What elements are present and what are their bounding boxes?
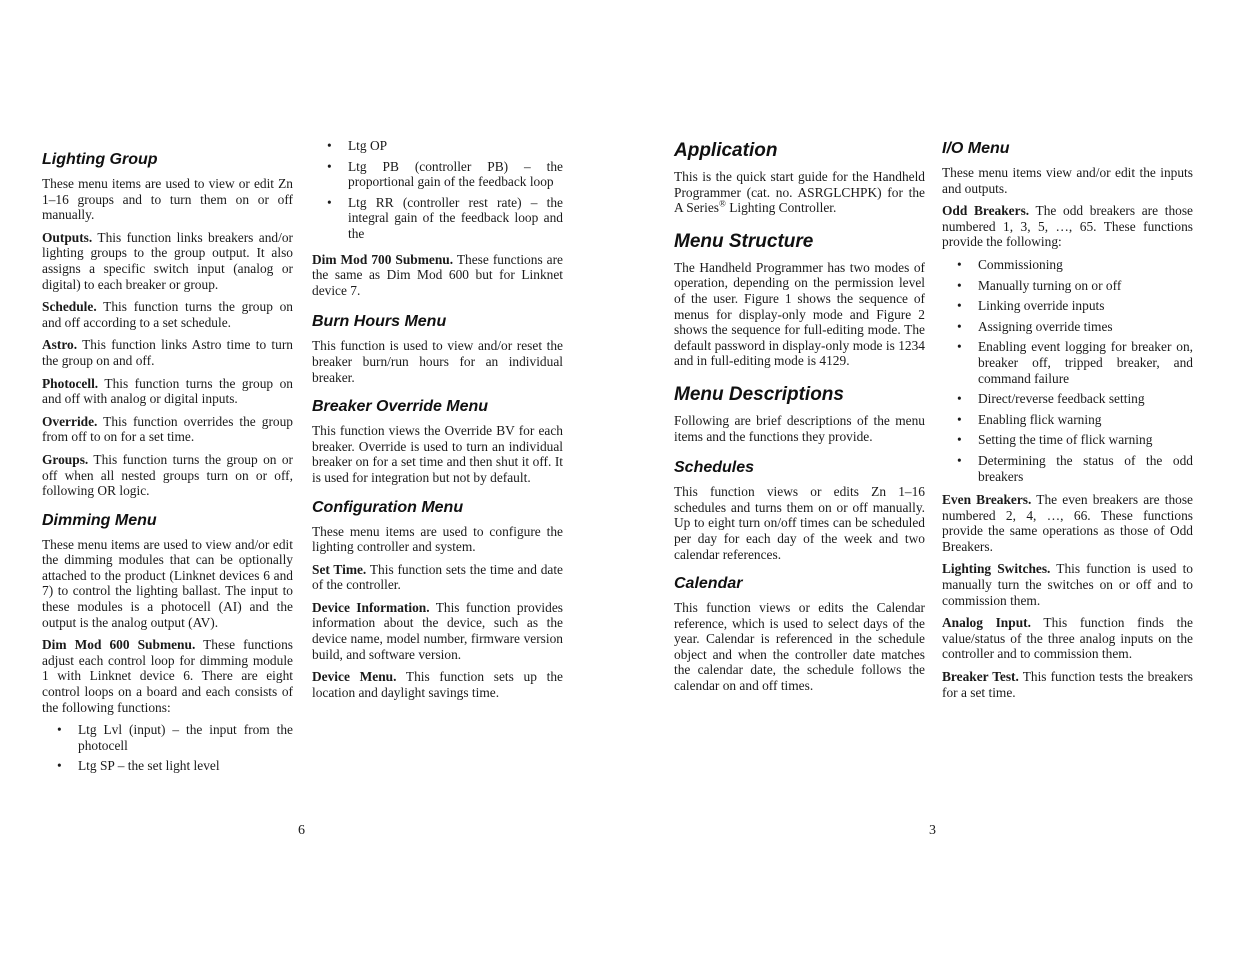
breaker-override-heading: Breaker Override Menu	[312, 398, 489, 416]
io-menu-section	[942, 139, 1193, 700]
burn-hours-section	[312, 312, 563, 385]
dim-mod-700-paragraph: Dim Mod 700 Submenu. These functions are the same as Dim Mod 600 but for Linknet device 7.	[312, 251, 563, 298]
list-item: • Enabling event logging for breaker on, breaker off, tripped breaker, and command failure	[942, 339, 1193, 386]
left-page-number: 6	[298, 823, 305, 838]
list-item: • Direct/reverse feedback setting	[942, 391, 1193, 407]
list-item: • Setting the time of flick warning	[942, 432, 1193, 448]
menu-structure-section	[674, 230, 925, 369]
lighting-group-intro: These menu items are used to view or edit Zn 1–16 groups and to turn them on or off manually.	[42, 176, 293, 223]
analog-input-paragraph: Analog Input. This function finds the value/status of the three analog inputs on the controller and to commission them.	[942, 615, 1193, 662]
menu-structure-text: The Handheld Programmer has two modes of operation, depending on the permission level of the user. Figure 1 shows the sequence of menus for display-only mode and Figure 2 shows the sequence for full-editing mode. The default password in display-only mode is 1234 and in full-editing mode is 4129.	[674, 259, 925, 369]
application-heading: Application	[674, 140, 778, 161]
list-item: • Assigning override times	[942, 319, 1193, 335]
schedules-text: This function views or edits Zn 1–16 schedules and turns them on or off manually. Up to eight turn on/off times can be scheduled per day for each day of the week and two calendar references.	[674, 484, 925, 562]
calendar-heading: Calendar	[674, 575, 743, 593]
list-item: • Linking override inputs	[942, 298, 1193, 314]
list-item: • Determining the status of the odd breakers	[942, 453, 1193, 484]
application-text: This is the quick start guide for the Handheld Programmer (cat. no. ASRGLCHPK) for the A Series® Lighting Controller.	[674, 169, 925, 216]
outputs-paragraph: Outputs. This function links breakers and/or lighting groups to the group output. It also assigns a specific switch input (analog or digital) to each breaker or group.	[42, 229, 293, 292]
burn-hours-text: This function is used to view and/or reset the breaker burn/run hours for an individual breaker.	[312, 338, 563, 385]
even-breakers-paragraph: Even Breakers. The even breakers are those numbered 2, 4, …, 66. These functions provide the same operations as those of Odd Breakers.	[942, 492, 1194, 554]
lighting-group-section	[42, 150, 293, 499]
list-item: • Enabling flick warning	[942, 412, 1193, 428]
left-page-column-2	[312, 138, 563, 712]
list-item: • Ltg PB (controller PB) – the proportional gain of the feedback loop	[312, 159, 563, 190]
set-time-paragraph: Set Time. This function sets the time and date of the controller.	[312, 561, 563, 593]
list-item: • Commissioning	[942, 257, 1193, 273]
dim-mod-600-list-part1	[42, 722, 293, 774]
dim-mod-600-paragraph: Dim Mod 600 Submenu. These functions adjust each control loop for dimming module 1 with Linknet device 6. There are eight control loops on a board and each consists of the following functions:	[42, 637, 293, 715]
dim-mod-600-list-part2	[312, 138, 563, 242]
astro-paragraph: Astro. This function links Astro time to turn the group on and off.	[42, 337, 293, 368]
schedules-section	[674, 458, 925, 562]
calendar-section	[674, 574, 925, 694]
list-item: • Ltg OP	[312, 138, 563, 154]
configuration-section	[312, 498, 563, 701]
override-paragraph: Override. This function overrides the group from off to on for a set time.	[42, 413, 293, 445]
menu-descriptions-section	[674, 383, 925, 444]
menu-structure-heading: Menu Structure	[674, 230, 814, 252]
calendar-text: This function views or edits the Calendar reference, which is used to select days of the year. Calendar is referenced in the schedule object and when the controller date matches the calendar date, the schedule follows the calendar on and off times.	[674, 600, 925, 694]
menu-descriptions-heading: Menu Descriptions	[674, 383, 844, 405]
list-item: • Ltg RR (controller rest rate) – the integral gain of the feedback loop and the	[312, 195, 563, 242]
device-information-paragraph: Device Information. This function provides information about the device, such as the device name, model number, firmware version build, and software version.	[312, 599, 563, 662]
dimming-menu-section	[42, 511, 293, 774]
list-item: • Ltg Lvl (input) – the input from the photocell	[42, 722, 293, 753]
odd-breakers-paragraph: Odd Breakers. The odd breakers are those numbered 1, 3, 5, …, 65. These functions provide the following:	[942, 203, 1193, 250]
left-page-column-1	[42, 150, 293, 786]
io-menu-intro: These menu items view and/or edit the inputs and outputs.	[942, 165, 1193, 196]
burn-hours-heading: Burn Hours Menu	[312, 313, 447, 331]
device-menu-paragraph: Device Menu. This function sets up the location and daylight savings time.	[312, 669, 563, 700]
list-item: • Manually turning on or off	[942, 278, 1193, 294]
photocell-paragraph: Photocell. This function turns the group on and off with analog or digital inputs.	[42, 375, 293, 407]
dimming-menu-intro: These menu items are used to view and/or edit the dimming modules that can be optionally attached to the product (Linknet devices 6 and 7) to control the lighting ballast. The input to these modules is a photocell (AI) and the output is the analog output (AV).	[42, 536, 293, 630]
configuration-intro: These menu items are used to configure the lighting controller and system.	[312, 523, 563, 555]
lighting-group-heading: Lighting Group	[42, 151, 158, 168]
right-page-column-2	[942, 139, 1193, 712]
configuration-heading: Configuration Menu	[312, 498, 464, 516]
breaker-override-text: This function views the Override BV for each breaker. Override is used to turn an individual breaker on for a set time and then shut it off. It is used for integration but not by default.	[312, 423, 563, 485]
lighting-switches-paragraph: Lighting Switches. This function is used to manually turn the switches on or off and to commission them.	[942, 561, 1194, 608]
breaker-test-paragraph: Breaker Test. This function tests the breakers for a set time.	[942, 669, 1193, 700]
breaker-override-section	[312, 397, 563, 485]
schedule-paragraph: Schedule. This function turns the group on and off according to a set schedule.	[42, 299, 293, 330]
dimming-menu-heading: Dimming Menu	[42, 511, 157, 529]
schedules-heading: Schedules	[674, 459, 755, 477]
application-section	[674, 139, 925, 216]
right-page-column-1	[674, 139, 925, 706]
odd-breakers-list	[942, 257, 1193, 484]
list-item: • Ltg SP – the set light level	[42, 758, 293, 774]
groups-paragraph: Groups. This function turns the group on or off when all nested groups turn on or off, following OR logic.	[42, 451, 293, 499]
right-page-number: 3	[929, 823, 936, 838]
menu-descriptions-text: Following are brief descriptions of the menu items and the functions they provide.	[674, 412, 925, 444]
io-menu-heading: I/O Menu	[942, 140, 1010, 157]
